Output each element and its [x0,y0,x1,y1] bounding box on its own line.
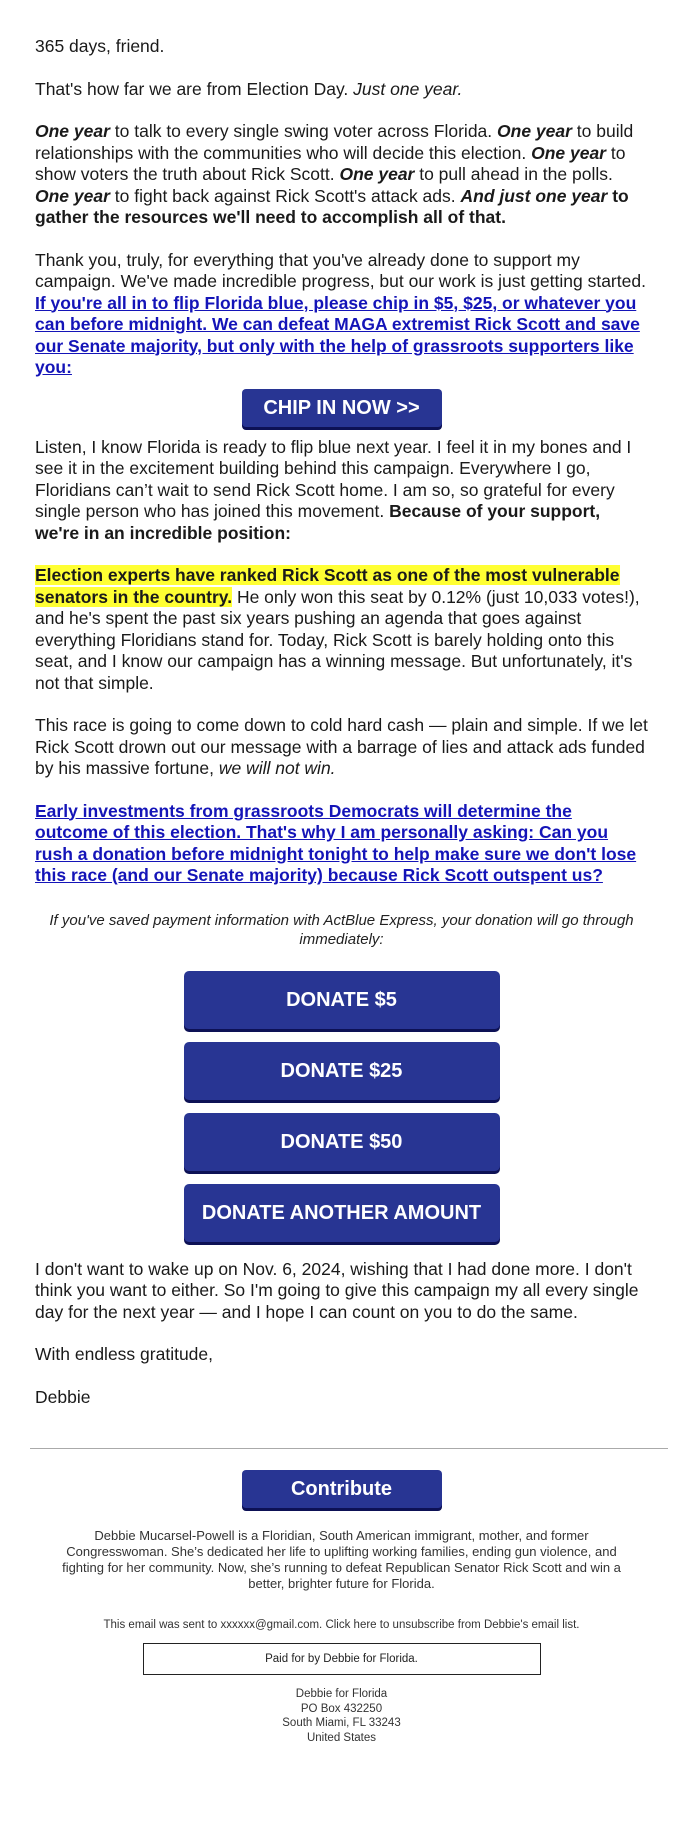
one-year-paragraph [35,121,648,229]
donate-5-button[interactable]: DONATE $5 [184,971,500,1029]
thank-you-paragraph [35,250,648,379]
election-day-paragraph [35,79,648,101]
one-year-emphasis: Just one year. [353,78,463,99]
chip-in-now-button[interactable]: CHIP IN NOW >> [242,389,442,427]
chip-in-link[interactable]: If you're all in to flip Florida blue, please chip in $5, $25, or whatever you can before midnight. We can defeat MAGA extremist Rick Scott and save our Senate majority, but only with the help of grassroots supporters like you: [35,292,640,377]
closing-line: With endless gratitude, [35,1344,214,1364]
donate-50-button[interactable]: DONATE $50 [184,1113,500,1171]
address-line: South Miami, FL 33243 [282,1717,401,1729]
one-year-text: to build relationships with the communities who will decide this election. [35,121,634,163]
greeting-paragraph: 365 days, friend. [35,36,165,56]
experts-paragraph [35,565,648,694]
address-line: PO Box 432250 [300,1702,383,1715]
one-year-text: to show voters the truth about Rick Scott. [35,142,626,184]
cash-paragraph [35,715,648,780]
cash-text: This race is going to come down to cold hard cash — plain and simple. If we let Rick Scott drown out our message with a barrage of lies and attack ads funded by his massive fortune, [35,715,648,778]
highlighted-text: Election experts have ranked Rick Scott as one of the most vulnerable senators in the country. [35,565,620,607]
listen-text: Listen, I know Florida is ready to flip blue next year. I feel it in my bones and I see it in the excitement building behind this campaign. Everywhere I go, Floridians can’t wait to send Rick Scott home. I am so, so grateful for every single person who has joined this movement. [35,436,632,521]
candidate-bio: Debbie Mucarsel-Powell is a Floridian, South American immigrant, mother, and former Congresswoman. She’s dedicated her life to uplifting working families, ending gun violence, and fighting for her community. Now, she’s running to defeat Republican Senator Rick Scott and win a better, brighter future for Florida. [62,1528,621,1591]
one-year-bold: One year [35,185,110,206]
listen-paragraph [35,437,648,545]
unsubscribe-notice[interactable]: This email was sent to xxxxxx@gmail.com. Click here to unsubscribe from Debbie's email list. [103,1619,580,1631]
one-year-text: to pull ahead in the polls. [414,164,613,184]
donate-other-amount-button[interactable]: DONATE ANOTHER AMOUNT [184,1184,500,1242]
contribute-row [0,1470,683,1508]
signature: Debbie [35,1386,91,1407]
address-line: Debbie for Florida [295,1688,388,1700]
one-year-text: to fight back against Rick Scott's attack ads. [109,185,461,206]
actblue-express-note: If you've saved payment information with ActBlue Express, your donation will go through immediately: [49,911,634,948]
one-year-bold: One year [339,164,415,184]
experts-text: He only won this seat by 0.12% (just 10,033 votes!), and he's spent the past six years pushing an agenda that goes against everything Floridians stand for. Today, Rick Scott is barely holding onto this seat, and I know our campaign has a winning message. But unfortunately, it's not that simple. [35,586,640,693]
one-year-bold: And just one year [460,185,608,206]
mailing-address [0,1687,683,1745]
donate-buttons [35,971,648,1255]
donation-ask-link[interactable]: Early investments from grassroots Democrats will determine the outcome of this election. That's why I am personally asking: Can you rush a donation before midnight tonight to help make sure we don't lose this race (and our Senate majority) because Rick Scott outspent us? [35,800,637,885]
one-year-text: to talk to every single swing voter across Florida. [109,121,498,141]
election-day-text: That's how far we are from Election Day. [35,78,354,99]
chip-in-row [35,389,648,427]
will-not-win-emphasis: we will not win. [218,758,336,778]
one-year-bold-text: to gather the resources we'll need to accomplish all of that. [35,185,629,227]
donate-25-button[interactable]: DONATE $25 [184,1042,500,1100]
one-year-bold: One year [497,121,572,141]
footer-divider [30,1448,668,1449]
footer [0,1470,683,1745]
one-year-bold: One year [531,142,606,163]
support-bold-text: Because of your support, we're in an incredible position: [35,501,601,543]
paid-for-row [0,1643,683,1675]
closing-paragraph: I don't want to wake up on Nov. 6, 2024, wishing that I had done more. I don't think you want to either. So I'm going to give this campaign my all every single day for the next year — and I hope I can count on you to do the same. [35,1258,639,1322]
address-line: United States [306,1731,377,1744]
investment-paragraph [35,801,648,887]
paid-for-box: Paid for by Debbie for Florida. [143,1643,541,1675]
thank-you-text: Thank you, truly, for everything that you've already done to support my campaign. We've made incredible progress, but our work is just getting started. [35,249,646,291]
one-year-bold: One year [35,121,110,141]
contribute-button[interactable]: Contribute [242,1470,442,1508]
